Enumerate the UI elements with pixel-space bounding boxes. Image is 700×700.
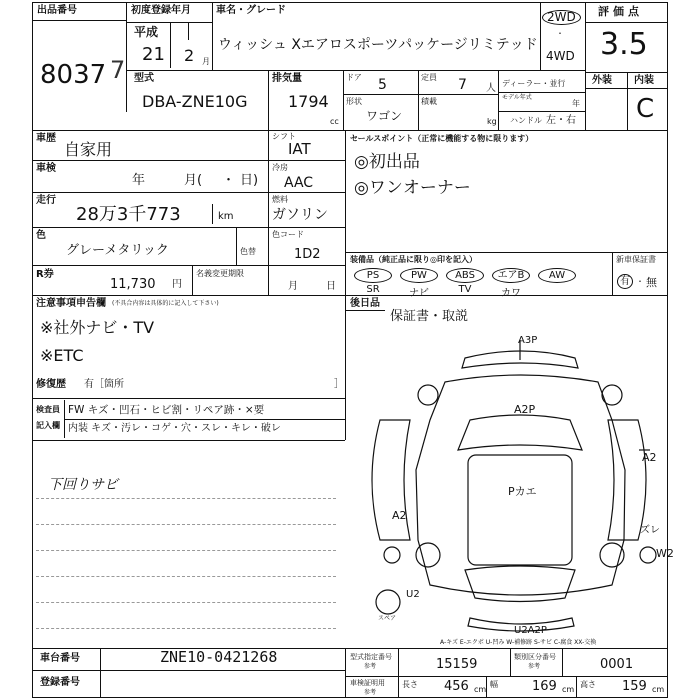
note-item-2: ※ETC <box>40 346 84 365</box>
registration-number-label: 登録番号 <box>40 677 80 688</box>
capacity-label: 定員 <box>421 73 437 82</box>
expiry-label: 名義変更期限 <box>196 269 244 278</box>
inspector-row-1: FW キズ・凹石・ヒビ割・リペア跡・×要 <box>68 404 265 416</box>
chassis-number-label: 車台番号 <box>40 653 80 664</box>
shape-value: ワゴン <box>366 109 403 123</box>
warranty-yes: 有 <box>617 274 633 289</box>
option-pw: PW <box>400 268 438 283</box>
shaken-day-sep: ・ <box>222 173 236 188</box>
shaken-label: 車検 <box>36 163 56 174</box>
fuel-label: 燃料 <box>272 195 288 204</box>
capacity-unit: 人 <box>486 83 496 94</box>
handle-value: 左・右 <box>546 115 576 126</box>
option-sr: SR <box>366 284 380 295</box>
damage-mark-a2-right: A2 <box>642 451 657 464</box>
size-sub: 参考 <box>364 689 377 696</box>
r-ticket-value: 11,730 <box>110 277 156 292</box>
ac-label: 冷房 <box>272 163 288 172</box>
car-name-label: 車名・グレード <box>216 5 286 16</box>
damage-mark-a2p-roof: A2P <box>514 403 536 416</box>
lot-number-value: 8037 <box>40 60 107 90</box>
drive-2wd: 2WD <box>542 10 581 25</box>
load-unit: kg <box>487 117 497 126</box>
repair-history-close: ］ <box>334 379 344 390</box>
record-value: 自家用 <box>64 140 113 159</box>
displacement-unit: cc <box>330 117 339 126</box>
width-label: 幅 <box>490 680 498 689</box>
shaken-day: 日) <box>240 173 259 188</box>
chassis-number-value: ZNE10-0421268 <box>160 648 278 666</box>
repaint-label: 色替 <box>240 247 256 256</box>
option-abs: ABS <box>446 268 484 283</box>
first-reg-month: 2 <box>184 46 195 65</box>
model-year-label: モデル年式 <box>502 94 532 101</box>
diagram-spare-label: スペア <box>378 615 397 622</box>
inspector-label-1: 検査員 <box>36 405 60 414</box>
diagram-spare-tire <box>376 590 400 614</box>
warranty-sep: ・ <box>636 277 644 286</box>
height-unit: cm <box>652 685 665 694</box>
inspector-row-2: 内装 キズ・汚レ・コゲ・穴・スレ・キレ・破レ <box>68 423 281 434</box>
damage-mark-zure: ズレ <box>640 525 660 536</box>
width-value: 169 <box>532 679 557 694</box>
diagram-roof <box>468 455 572 565</box>
era-label: 平成 <box>134 25 159 39</box>
capacity-value: 7 <box>458 77 467 93</box>
mileage-unit: km <box>218 211 234 222</box>
diagram-wheel-fl <box>418 385 438 405</box>
interior-value: C <box>636 94 655 124</box>
grade-value: 3.5 <box>600 27 648 62</box>
drive-dot: ・ <box>556 29 564 38</box>
damage-mark-u2: U2 <box>406 589 420 600</box>
expiry-month: 月 <box>288 281 298 292</box>
mileage-label: 走行 <box>36 195 56 206</box>
shift-label: シフト <box>272 132 296 141</box>
diagram-wheel-side-rl <box>384 547 400 563</box>
height-value: 159 <box>622 679 647 694</box>
length-value: 456 <box>444 679 469 694</box>
diagram-left-side <box>372 420 410 540</box>
notes-label: 注意事項申告欄 <box>36 298 106 309</box>
diagram-wheel-rl <box>416 543 440 567</box>
handle-label: ハンドル <box>510 116 542 125</box>
after-items-label: 後日品 <box>350 298 380 309</box>
type-designation-label: 型式指定番号 <box>350 653 392 661</box>
diagram-wheel-fr <box>602 385 622 405</box>
option-blank <box>538 284 576 299</box>
shaken-month: 月( <box>184 173 203 188</box>
r-ticket-label: R券 <box>36 269 54 280</box>
lot-number-label: 出品番号 <box>37 5 77 16</box>
ac-value: AAC <box>284 175 314 191</box>
repair-history-value: 有［箇所 <box>84 379 124 390</box>
interior-label: 内装 <box>634 75 654 86</box>
option-leather: カワ <box>501 288 521 299</box>
class-number-sub: 参考 <box>528 663 541 670</box>
option-ps: PS <box>354 268 392 283</box>
damage-mark-a2-left: A2 <box>392 509 407 522</box>
model-label: 型式 <box>134 73 154 84</box>
first-registration-label: 初度登録年月 <box>131 5 191 16</box>
length-unit: cm <box>474 685 487 694</box>
expiry-day: 日 <box>326 281 336 292</box>
damage-mark-rear: U2A2P <box>514 625 547 636</box>
option-navi: ナビ <box>409 288 429 299</box>
load-label: 積載 <box>421 97 437 106</box>
color-label: 色 <box>36 230 46 241</box>
displacement-label: 排気量 <box>272 73 302 84</box>
diagram-legend: A-キズ E-エクボ U-凹み W-補修跡 S-サビ C-腐食 XX-交換 <box>440 639 597 646</box>
class-number-label: 類別区分番号 <box>514 653 556 661</box>
shift-value: IAT <box>288 140 311 158</box>
warranty-no: 無 <box>646 276 657 289</box>
selling-point-1: ◎初出品 <box>354 152 420 172</box>
damage-mark-w2: W2 <box>656 547 674 560</box>
drive-4wd: 4WD <box>546 49 575 63</box>
r-ticket-unit: 円 <box>172 279 182 290</box>
size-label: 車検証明用 <box>350 679 385 687</box>
damage-mark-a3p: A3P <box>518 335 538 346</box>
diagram-right-side <box>608 420 646 540</box>
color-value: グレーメタリック <box>66 243 169 258</box>
exterior-label: 外装 <box>592 75 612 86</box>
lot-number-handmark: 7 <box>110 56 126 84</box>
dealer-label: ディーラー・並行 <box>502 79 566 88</box>
first-reg-month-unit: 月 <box>202 57 210 66</box>
door-label: ドア <box>346 73 362 82</box>
damage-mark-roof-center: Pカエ <box>508 485 537 498</box>
selling-points-label: セールスポイント（正常に機能する物に限ります） <box>350 134 534 143</box>
diagram-windshield <box>458 415 582 450</box>
after-items-value: 保証書・取説 <box>390 309 469 324</box>
type-designation-sub: 参考 <box>364 663 377 670</box>
selling-point-2: ◎ワンオーナー <box>354 178 471 198</box>
type-designation-value: 15159 <box>436 657 478 672</box>
repair-history-label: 修復歴 <box>36 379 66 390</box>
first-reg-year: 21 <box>142 44 165 65</box>
length-label: 長さ <box>402 680 418 689</box>
diagram-wheel-side-rr <box>640 547 656 563</box>
width-unit: cm <box>562 685 575 694</box>
height-label: 高さ <box>580 680 596 689</box>
displacement-value: 1794 <box>288 92 329 111</box>
handwritten-note: 下回りサビ <box>48 477 118 493</box>
shape-label: 形状 <box>346 97 362 106</box>
warranty-label: 新車保証書 <box>616 255 656 264</box>
option-tv: TV <box>458 284 472 295</box>
model-value: DBA-ZNE10G <box>142 92 248 111</box>
car-name-value: ウィッシュ Xエアロスポーツパッケージリミテッド <box>218 37 538 53</box>
shaken-year: 年 <box>132 173 146 188</box>
note-item-1: ※社外ナビ・TV <box>40 318 155 337</box>
option-aw: AW <box>538 268 576 283</box>
record-label: 車歴 <box>36 133 56 144</box>
diagram-rear-window <box>465 566 575 602</box>
fuel-value: ガソリン <box>272 207 328 223</box>
color-code-label: 色コード <box>272 230 304 239</box>
option-airbag: エアB <box>492 268 530 283</box>
notes-sublabel: (不具合内容は具体的に記入して下さい) <box>112 300 219 307</box>
options-label: 装備品（純正品に限り◎印を記入） <box>350 255 477 264</box>
color-code-value: 1D2 <box>294 247 321 262</box>
class-number-value: 0001 <box>600 657 634 672</box>
inspector-label-2: 記入欄 <box>36 421 60 430</box>
door-value: 5 <box>378 77 387 93</box>
mileage-value: 28万3千773 <box>76 204 181 225</box>
model-year-unit: 年 <box>572 99 580 108</box>
grade-label: 評価点 <box>598 5 643 18</box>
